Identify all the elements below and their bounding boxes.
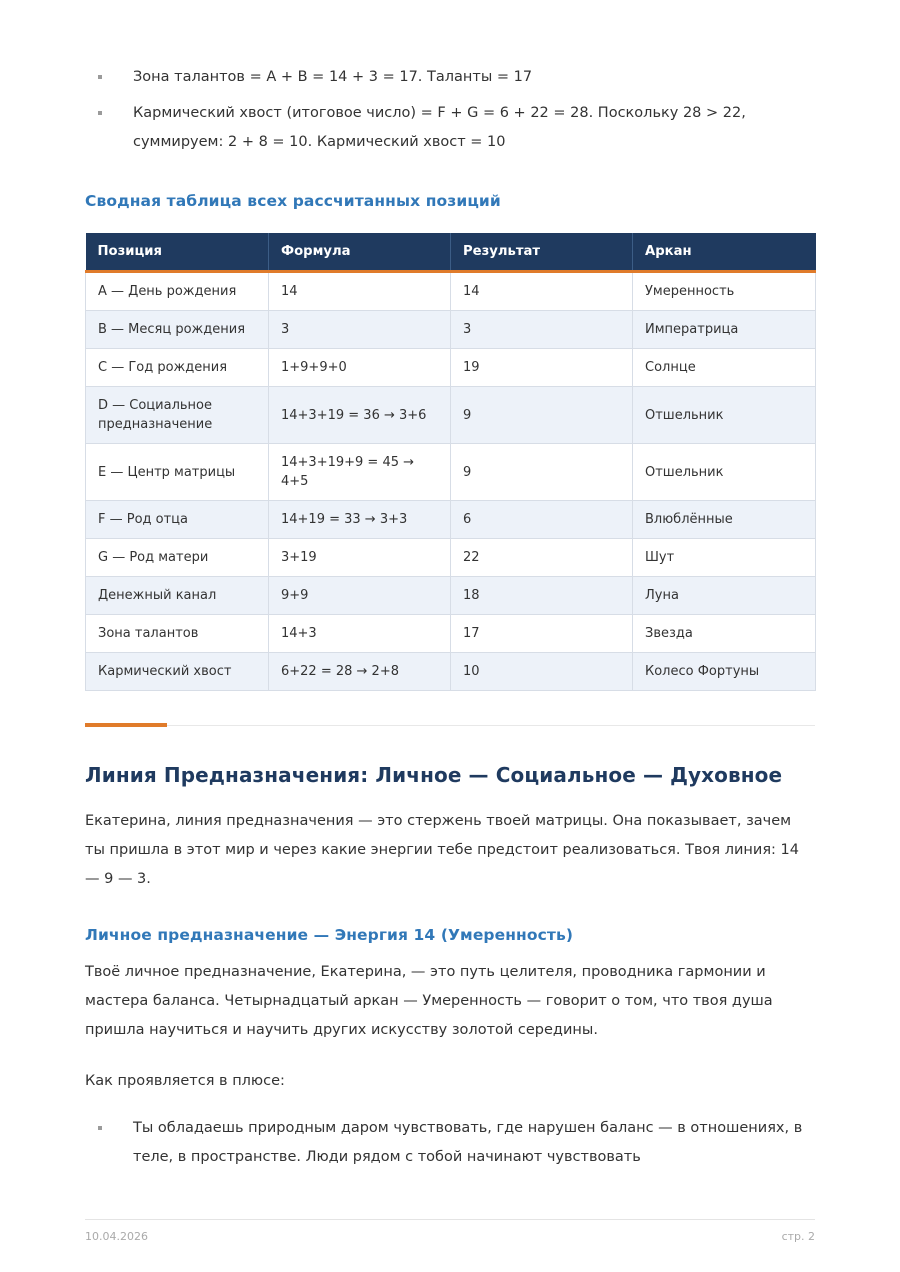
footer-date: 10.04.2026	[85, 1230, 148, 1243]
list-item	[85, 63, 815, 92]
table-row	[86, 444, 816, 501]
cell-position: Зона талантов	[86, 615, 269, 653]
cell-position: G — Род матери	[86, 539, 269, 577]
cell-position: E — Центр матрицы	[86, 444, 269, 501]
cell-arcana: Влюблённые	[633, 501, 816, 539]
cell-position: B — Месяц рождения	[86, 311, 269, 349]
cell-arcana: Отшельник	[633, 387, 816, 444]
cell-arcana: Солнце	[633, 349, 816, 387]
cell-arcana: Шут	[633, 539, 816, 577]
purpose-section-heading: Линия Предназначения: Личное — Социальное — Духовное	[85, 763, 783, 787]
cell-result: 17	[451, 615, 633, 653]
cell-formula: 14+3	[269, 615, 451, 653]
list-item	[85, 99, 815, 157]
column-header-position: Позиция	[86, 233, 269, 272]
list-item-text: Кармический хвост (итоговое число) = F + G = 6 + 22 = 28. Поскольку 28 > 22, суммируем: 2 + 8 = 10. Кармический хвост = 10	[133, 105, 746, 150]
cell-arcana: Умеренность	[633, 272, 816, 311]
cell-arcana: Колесо Фортуны	[633, 653, 816, 691]
cell-position: D — Социальное предназначение	[86, 387, 269, 444]
cell-formula: 9+9	[269, 577, 451, 615]
summary-table-container	[85, 233, 815, 691]
column-header-result: Результат	[451, 233, 633, 272]
table-body	[86, 272, 816, 691]
cell-result: 22	[451, 539, 633, 577]
table-row	[86, 615, 816, 653]
table-header-row	[86, 233, 816, 272]
bullet-marker-icon	[98, 75, 102, 79]
list-item	[85, 1114, 815, 1172]
summary-table-heading: Сводная таблица всех рассчитанных позиций	[85, 192, 501, 210]
footer-page-number: стр. 2	[781, 1230, 815, 1243]
table-row	[86, 272, 816, 311]
cell-position: C — Год рождения	[86, 349, 269, 387]
cell-result: 19	[451, 349, 633, 387]
table-row	[86, 311, 816, 349]
table-row	[86, 539, 816, 577]
page-content	[85, 0, 815, 1172]
cell-result: 9	[451, 387, 633, 444]
personal-purpose-subheading: Личное предназначение — Энергия 14 (Умеренность)	[85, 926, 574, 944]
cell-result: 18	[451, 577, 633, 615]
purpose-intro-paragraph: Екатерина, линия предназначения — это стержень твоей матрицы. Она показывает, зачем ты пришла в этот мир и через какие энергии тебе предстоит реализоваться. Твоя линия: 14 — 9 — 3.	[85, 813, 799, 887]
cell-result: 6	[451, 501, 633, 539]
cell-result: 10	[451, 653, 633, 691]
bullet-marker-icon	[98, 1126, 102, 1130]
intro-bullet-list	[85, 63, 815, 157]
cell-arcana: Отшельник	[633, 444, 816, 501]
column-header-arcana: Аркан	[633, 233, 816, 272]
bullet-marker-icon	[98, 111, 102, 115]
cell-position: A — День рождения	[86, 272, 269, 311]
cell-formula: 3+19	[269, 539, 451, 577]
plus-bullet-list	[85, 1114, 815, 1172]
divider-accent-bar	[85, 723, 167, 727]
section-divider	[85, 725, 815, 726]
list-item-text: Зона талантов = A + B = 14 + 3 = 17. Таланты = 17	[133, 69, 533, 85]
table-header	[86, 233, 816, 272]
cell-result: 9	[451, 444, 633, 501]
cell-arcana: Луна	[633, 577, 816, 615]
column-header-formula: Формула	[269, 233, 451, 272]
footer-row	[85, 1230, 815, 1243]
cell-formula: 6+22 = 28 → 2+8	[269, 653, 451, 691]
cell-formula: 3	[269, 311, 451, 349]
table-row	[86, 577, 816, 615]
cell-result: 14	[451, 272, 633, 311]
cell-formula: 14	[269, 272, 451, 311]
plus-manifestation-label: Как проявляется в плюсе:	[85, 1073, 285, 1089]
table-row	[86, 349, 816, 387]
footer-rule	[85, 1219, 815, 1220]
cell-position: F — Род отца	[86, 501, 269, 539]
table-row	[86, 501, 816, 539]
cell-arcana: Императрица	[633, 311, 816, 349]
personal-purpose-paragraph: Твоё личное предназначение, Екатерина, — это путь целителя, проводника гармонии и мастера баланса. Четырнадцатый аркан — Умеренность — говорит о том, что твоя душа пришла научиться и научить других искусству золотой середины.	[85, 964, 773, 1038]
page-footer	[85, 1219, 815, 1243]
table-row	[86, 653, 816, 691]
table-row	[86, 387, 816, 444]
cell-formula: 14+3+19 = 36 → 3+6	[269, 387, 451, 444]
cell-formula: 1+9+9+0	[269, 349, 451, 387]
summary-table	[85, 233, 816, 691]
cell-arcana: Звезда	[633, 615, 816, 653]
cell-formula: 14+3+19+9 = 45 → 4+5	[269, 444, 451, 501]
cell-position: Кармический хвост	[86, 653, 269, 691]
cell-formula: 14+19 = 33 → 3+3	[269, 501, 451, 539]
cell-position: Денежный канал	[86, 577, 269, 615]
cell-result: 3	[451, 311, 633, 349]
list-item-text: Ты обладаешь природным даром чувствовать, где нарушен баланс — в отношениях, в теле, в пространстве. Люди рядом с тобой начинают чувствовать	[133, 1120, 803, 1165]
